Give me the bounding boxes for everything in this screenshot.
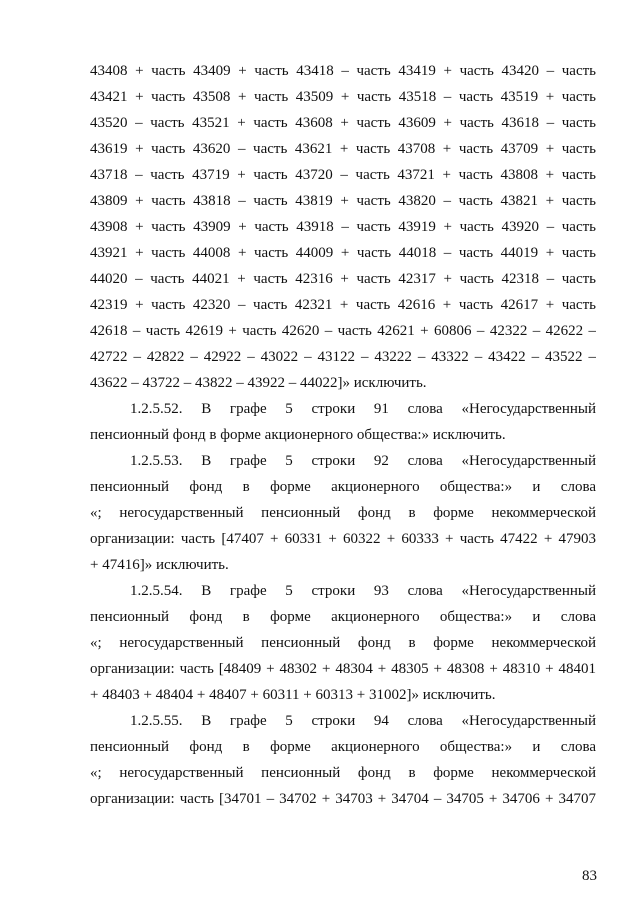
- paragraph-1-2-5-54-line: пенсионный фонд в форме акционерного общества:» и слова: [90, 609, 596, 625]
- paragraph-1-2-5-53-line: организации: часть [47407 + 60331 + 60322 + 60333 + часть 47422 + 47903: [90, 531, 596, 547]
- text-line: 43921 + часть 44008 + часть 44009 + часть 44018 – часть 44019 + часть: [90, 245, 596, 261]
- paragraph-1-2-5-55-line: организации: часть [34701 – 34702 + 34703 + 34704 – 34705 + 34706 + 34707: [90, 791, 596, 807]
- text-line: 42319 + часть 42320 – часть 42321 + часть 42616 + часть 42617 + часть: [90, 297, 596, 313]
- text-line: 43408 + часть 43409 + часть 43418 – часть 43419 + часть 43420 – часть: [90, 63, 596, 79]
- paragraph-1-2-5-52-line: 1.2.5.52. В графе 5 строки 91 слова «Негосударственный: [130, 401, 596, 417]
- paragraph-1-2-5-54-line: 1.2.5.54. В графе 5 строки 93 слова «Негосударственный: [130, 583, 596, 599]
- paragraph-1-2-5-54-line: + 48403 + 48404 + 48407 + 60311 + 60313 + 31002]» исключить.: [90, 687, 496, 703]
- text-line: 42618 – часть 42619 + часть 42620 – часть 42621 + 60806 – 42322 – 42622 –: [90, 323, 596, 339]
- document-body: [90, 58, 596, 812]
- paragraph-1-2-5-53-line: «; негосударственный пенсионный фонд в форме некоммерческой: [90, 505, 596, 521]
- page-number: 83: [582, 868, 597, 884]
- text-line: 43622 – 43722 – 43822 – 43922 – 44022]» исключить.: [90, 375, 427, 391]
- paragraph-1-2-5-54-line: организации: часть [48409 + 48302 + 48304 + 48305 + 48308 + 48310 + 48401: [90, 661, 596, 677]
- paragraph-1-2-5-55-line: «; негосударственный пенсионный фонд в форме некоммерческой: [90, 765, 596, 781]
- text-line: 43619 + часть 43620 – часть 43621 + часть 43708 + часть 43709 + часть: [90, 141, 596, 157]
- text-line: 43520 – часть 43521 + часть 43608 + часть 43609 + часть 43618 – часть: [90, 115, 596, 131]
- text-line: 44020 – часть 44021 + часть 42316 + часть 42317 + часть 42318 – часть: [90, 271, 596, 287]
- paragraph-1-2-5-53-line: 1.2.5.53. В графе 5 строки 92 слова «Негосударственный: [130, 453, 596, 469]
- paragraph-1-2-5-55-line: 1.2.5.55. В графе 5 строки 94 слова «Негосударственный: [130, 713, 596, 729]
- text-line: 43908 + часть 43909 + часть 43918 – часть 43919 + часть 43920 – часть: [90, 219, 596, 235]
- text-line: 42722 – 42822 – 42922 – 43022 – 43122 – 43222 – 43322 – 43422 – 43522 –: [90, 349, 596, 365]
- paragraph-1-2-5-53-line: + 47416]» исключить.: [90, 557, 229, 573]
- paragraph-1-2-5-52-line: пенсионный фонд в форме акционерного общества:» исключить.: [90, 427, 506, 443]
- paragraph-1-2-5-55-line: пенсионный фонд в форме акционерного общества:» и слова: [90, 739, 596, 755]
- text-line: 43421 + часть 43508 + часть 43509 + часть 43518 – часть 43519 + часть: [90, 89, 596, 105]
- paragraph-1-2-5-53-line: пенсионный фонд в форме акционерного общества:» и слова: [90, 479, 596, 495]
- text-line: 43809 + часть 43818 – часть 43819 + часть 43820 – часть 43821 + часть: [90, 193, 596, 209]
- paragraph-1-2-5-54-line: «; негосударственный пенсионный фонд в форме некоммерческой: [90, 635, 596, 651]
- text-line: 43718 – часть 43719 + часть 43720 – часть 43721 + часть 43808 + часть: [90, 167, 596, 183]
